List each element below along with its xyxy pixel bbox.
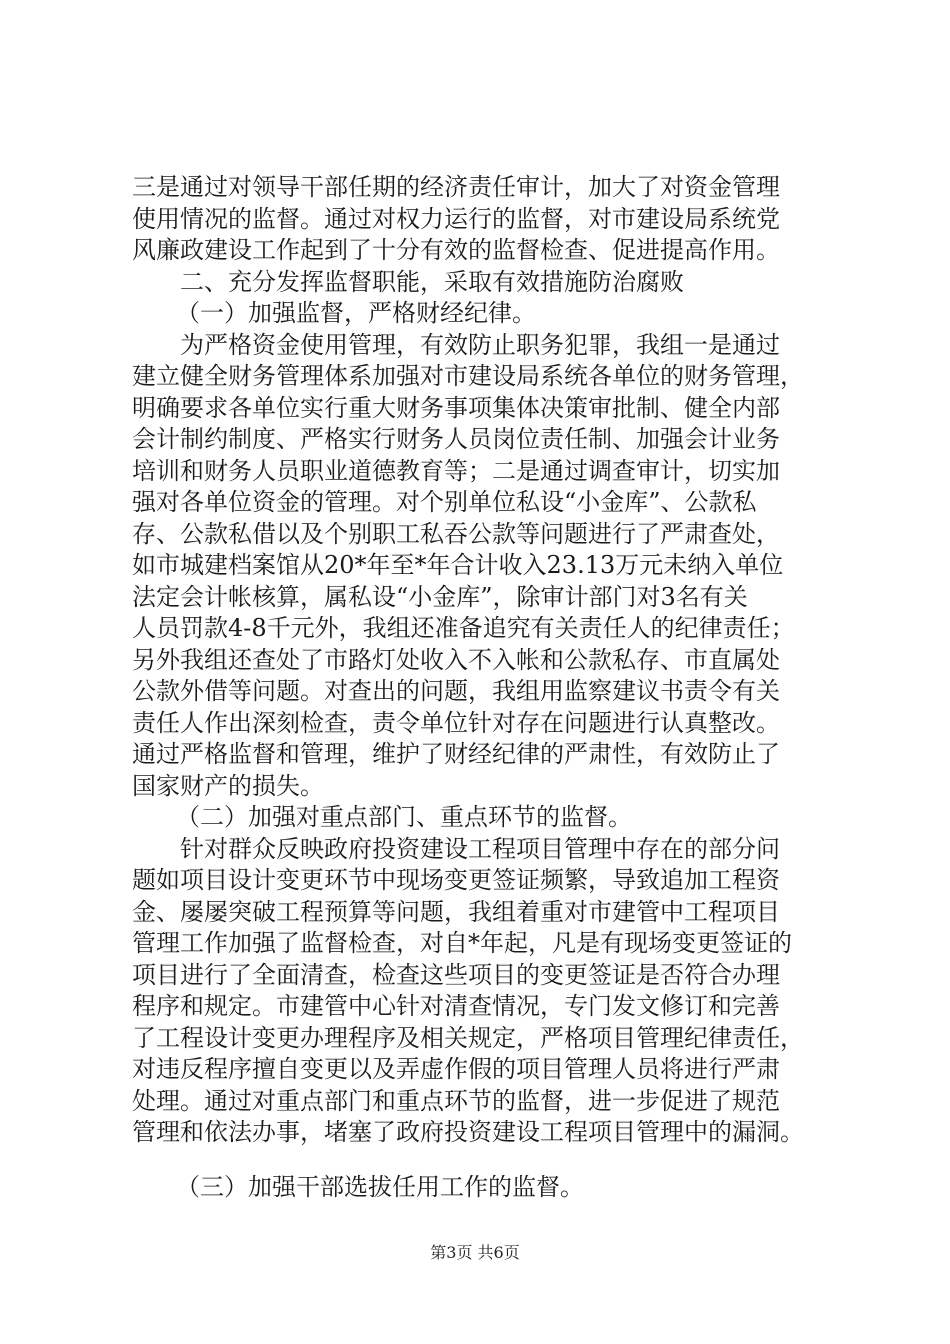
paragraph-line: 对违反程序擅自变更以及弄虚作假的项目管理人员将进行严肃 (132, 1055, 780, 1083)
paragraph-line: 管理和依法办事，堵塞了政府投资建设工程项目管理中的漏洞。 (132, 1118, 804, 1146)
paragraph-line: 强对各单位资金的管理。对个别单位私设“小金库”、公款私 (132, 488, 757, 516)
paragraph-line: 题如项目设计变更环节中现场变更签证频繁，导致追加工程资 (132, 866, 780, 894)
paragraph-line: 责任人作出深刻检查，责令单位针对存在问题进行认真整改。 (132, 708, 780, 737)
paragraph-line: 为严格资金使用管理，有效防止职务犯罪，我组一是通过 (180, 330, 780, 359)
subsection-heading: （一）加强监督，严格财经纪律。 (176, 299, 536, 327)
document-body (132, 172, 852, 1203)
paragraph-line: 针对群众反映政府投资建设工程项目管理中存在的部分问 (180, 834, 780, 863)
section-heading: 二、充分发挥监督职能，采取有效措施防治腐败 (180, 267, 684, 296)
paragraph-line: 金、屡屡突破工程预算等问题，我组着重对市建管中工程项目 (132, 897, 780, 926)
paragraph-line: 管理工作加强了监督检查，对自*年起，凡是有现场变更签证的 (132, 929, 792, 957)
paragraph-line: 存、公款私借以及个别职工私吞公款等问题进行了严肃查处， (132, 519, 780, 548)
paragraph-line: 项目进行了全面清查，检查这些项目的变更签证是否符合办理 (132, 960, 780, 989)
paragraph-line: 人员罚款4-8千元外，我组还准备追究有关责任人的纪律责任； (132, 614, 795, 642)
paragraph-line: 公款外借等问题。对查出的问题，我组用监察建议书责令有关 (132, 677, 780, 705)
paragraph-line: 明确要求各单位实行重大财务事项集体决策审批制、健全内部 (132, 393, 780, 422)
paragraph-line: 会计制约制度、严格实行财务人员岗位责任制、加强会计业务 (132, 425, 780, 453)
paragraph-line: 处理。通过对重点部门和重点环节的监督，进一步促进了规范 (132, 1086, 780, 1115)
paragraph-line: 国家财产的损失。 (132, 771, 324, 800)
paragraph-line: 另外我组还查处了市路灯处收入不入帐和公款私存、市直属处 (132, 645, 780, 674)
paragraph-line: 程序和规定。市建管中心针对清查情况，专门发文修订和完善 (132, 992, 780, 1020)
paragraph-line: 通过严格监督和管理，维护了财经纪律的严肃性，有效防止了 (132, 740, 780, 768)
paragraph-line: 建立健全财务管理体系加强对市建设局系统各单位的财务管理， (132, 362, 804, 390)
paragraph-line: 培训和财务人员职业道德教育等；二是通过调查审计，切实加 (132, 456, 780, 485)
paragraph-spacer (132, 1149, 852, 1172)
paragraph-line: 法定会计帐核算，属私设“小金库”，除审计部门对3名有关 (132, 582, 748, 611)
subsection-heading: （二）加强对重点部门、重点环节的监督。 (176, 803, 632, 831)
paragraph-line: 如市城建档案馆从20*年至*年合计收入23.13万元未纳入单位 (132, 551, 784, 579)
paragraph-line: 使用情况的监督。通过对权力运行的监督，对市建设局系统党 (132, 204, 780, 233)
paragraph-line: 了工程设计变更办理程序及相关规定，严格项目管理纪律责任， (132, 1023, 804, 1052)
subsection-heading: （三）加强干部选拔任用工作的监督。 (176, 1172, 584, 1201)
paragraph-line: 三是通过对领导干部任期的经济责任审计，加大了对资金管理 (132, 173, 780, 201)
page-number-footer: 第3页 共6页 (430, 1243, 520, 1262)
paragraph-line: 风廉政建设工作起到了十分有效的监督检查、促进提高作用。 (132, 236, 780, 264)
